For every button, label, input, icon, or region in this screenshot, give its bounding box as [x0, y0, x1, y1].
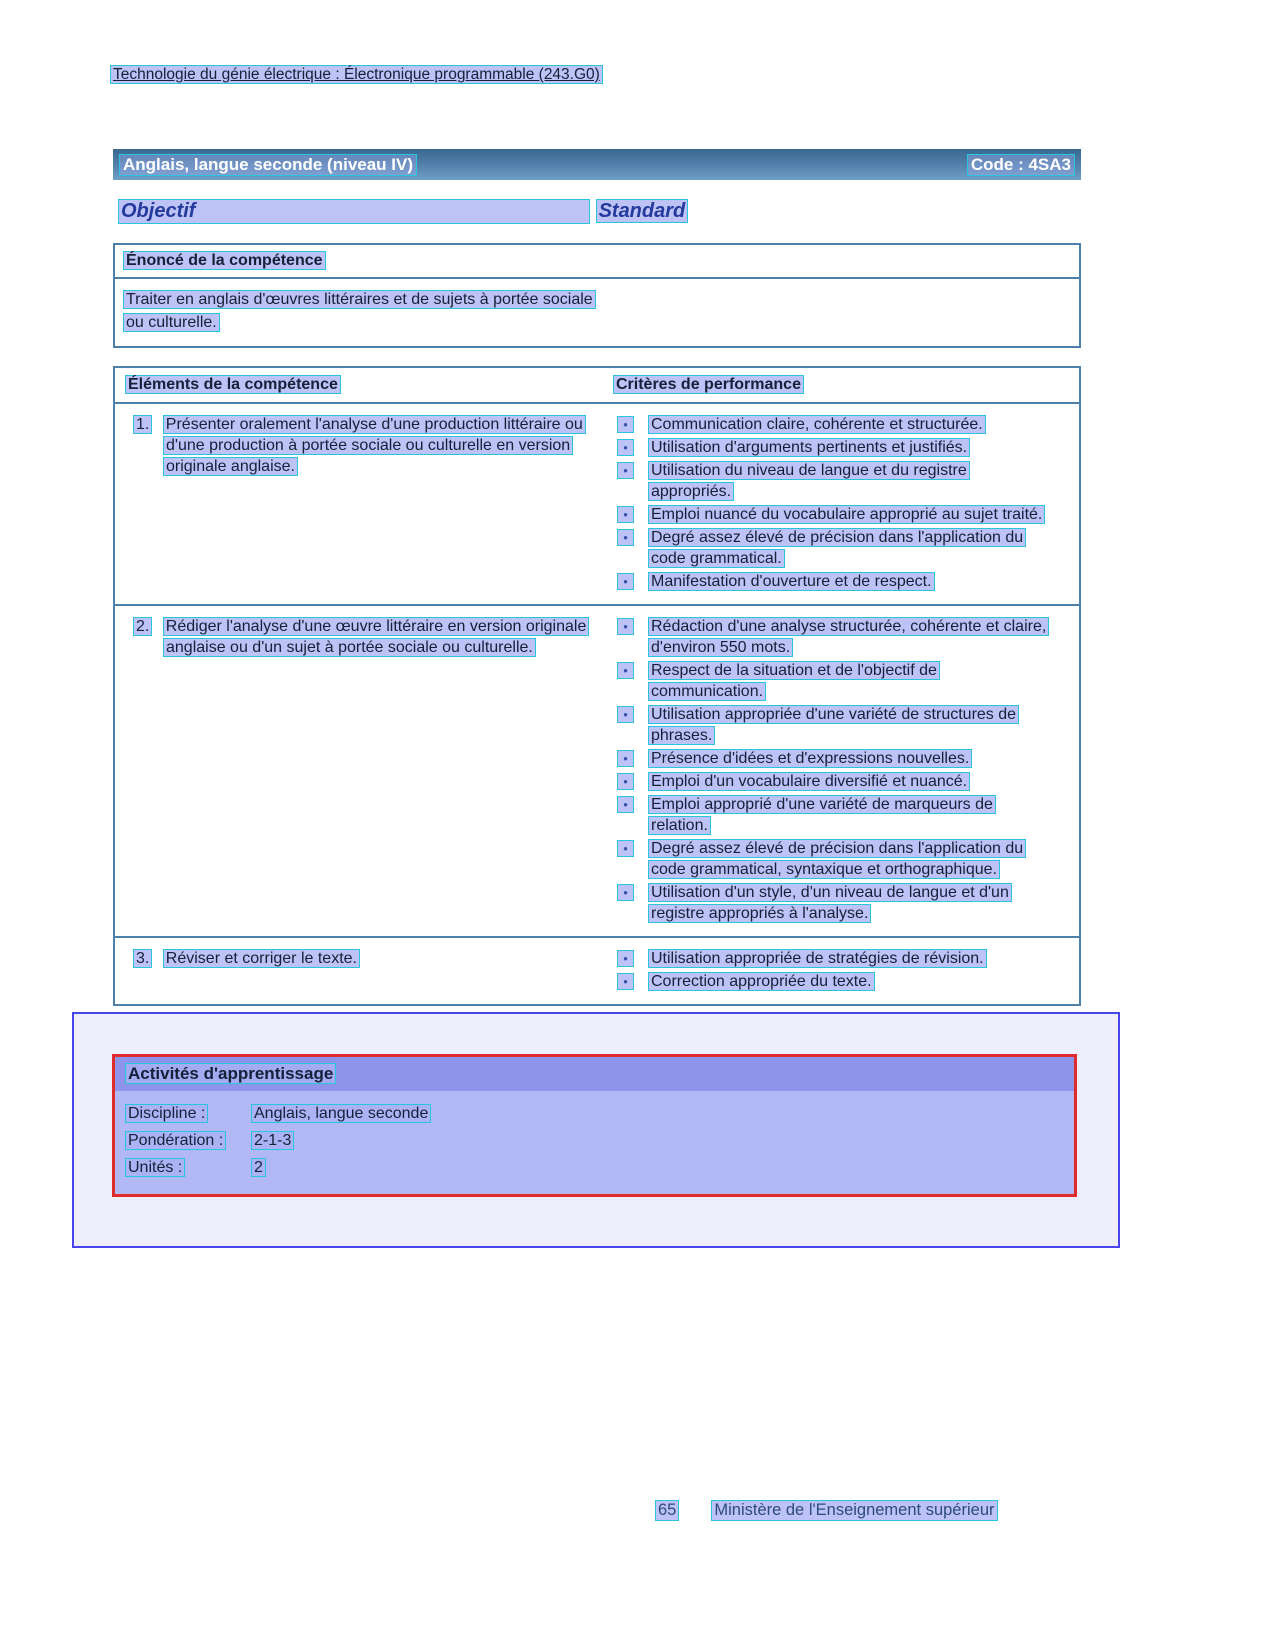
criterion-text: Présence d'idées et d'expressions nouvelles. — [648, 749, 972, 768]
bullet-icon: • — [617, 973, 634, 990]
element-cell — [115, 606, 603, 936]
element-text: Réviser et corriger le texte. — [163, 949, 360, 968]
criterion-text-wrap — [648, 414, 1053, 435]
table-row — [115, 606, 1079, 938]
header-elements — [115, 368, 603, 402]
criterion-text: Manifestation d'ouverture et de respect. — [648, 572, 935, 591]
course-code: Code : 4SA3 — [967, 154, 1075, 176]
criterion-text-wrap — [648, 838, 1053, 880]
criterion-text-wrap — [648, 460, 1053, 502]
bullet-icon: • — [617, 840, 634, 857]
header-criteres — [603, 368, 1079, 402]
criterion-text: Emploi approprié d'une variété de marqueurs de relation. — [648, 795, 996, 835]
bullet-icon: • — [617, 706, 634, 723]
enonce-body-text: Traiter en anglais d'œuvres littéraires et de sujets à portée sociale ou culturelle. — [123, 290, 596, 332]
element-number: 3. — [133, 949, 152, 968]
criterion-line — [615, 882, 1053, 924]
activity-field-value: 2-1-3 — [251, 1131, 294, 1150]
activites-fields — [115, 1091, 1074, 1194]
criterion-line — [615, 838, 1053, 880]
standard-label: Standard — [596, 199, 689, 223]
criteria-cell — [603, 938, 1079, 1004]
enonce-box — [113, 243, 1081, 348]
table-row — [115, 404, 1079, 606]
criterion-text-wrap — [648, 527, 1053, 569]
bullet-icon: • — [617, 416, 634, 433]
activity-field — [125, 1100, 1064, 1127]
criterion-text: Rédaction d'une analyse structurée, cohérente et claire, d'environ 550 mots. — [648, 617, 1049, 657]
criterion-line — [615, 948, 1053, 969]
bullet-icon: • — [617, 950, 634, 967]
header-criteres-text: Critères de performance — [613, 375, 804, 394]
title-bar — [113, 149, 1081, 180]
criterion-line — [615, 616, 1053, 658]
activity-field-value: Anglais, langue seconde — [251, 1104, 431, 1123]
element-cell — [115, 938, 603, 1004]
bullet-icon: • — [617, 750, 634, 767]
criterion-text: Correction appropriée du texte. — [648, 972, 875, 991]
activity-field-label-wrap — [125, 1154, 251, 1181]
activites-title-band — [115, 1057, 1074, 1091]
criterion-text: Emploi nuancé du vocabulaire approprié au sujet traité. — [648, 505, 1045, 524]
activites-box — [112, 1054, 1077, 1197]
bullet-icon: • — [617, 529, 634, 546]
criterion-text-wrap — [648, 748, 1053, 769]
activites-title: Activités d'apprentissage — [125, 1063, 336, 1084]
enonce-body-row — [115, 279, 1079, 346]
bullet-icon: • — [617, 618, 634, 635]
column-labels — [118, 199, 688, 224]
criterion-text: Utilisation d'un style, d'un niveau de langue et d'un registre appropriés à l'analyse. — [648, 883, 1012, 923]
criterion-text-wrap — [648, 771, 1053, 792]
bullet-icon: • — [617, 662, 634, 679]
doc-header — [110, 66, 603, 84]
header-elements-text: Éléments de la compétence — [125, 375, 341, 394]
element-cell — [115, 404, 603, 604]
criterion-text-wrap — [648, 704, 1053, 746]
table-row — [115, 938, 1079, 1004]
activity-field-label: Pondération : — [125, 1131, 226, 1150]
criterion-text: Respect de la situation et de l'objectif de communication. — [648, 661, 940, 701]
criterion-text: Utilisation appropriée d'une variété de structures de phrases. — [648, 705, 1019, 745]
activity-field-label-wrap — [125, 1100, 251, 1127]
criterion-text: Utilisation du niveau de langue et du registre appropriés. — [648, 461, 970, 501]
enonce-body — [123, 288, 601, 334]
activity-field — [125, 1127, 1064, 1154]
criterion-line — [615, 794, 1053, 836]
criterion-line — [615, 660, 1053, 702]
enonce-title: Énoncé de la compétence — [123, 251, 326, 270]
bullet-icon: • — [617, 506, 634, 523]
criterion-line — [615, 414, 1053, 435]
annotation-overlay-box — [72, 1012, 1120, 1248]
criterion-line — [615, 527, 1053, 569]
objectif-label: Objectif — [118, 199, 590, 224]
criterion-text-wrap — [648, 571, 1053, 592]
criterion-text-wrap — [648, 504, 1053, 525]
criterion-line — [615, 571, 1053, 592]
criterion-line — [615, 748, 1053, 769]
criterion-text-wrap — [648, 660, 1053, 702]
criteria-cell — [603, 606, 1079, 936]
criterion-text: Emploi d'un vocabulaire diversifié et nuancé. — [648, 772, 970, 791]
criteria-cell — [603, 404, 1079, 604]
competence-table — [113, 366, 1081, 1006]
criterion-line — [615, 437, 1053, 458]
bullet-icon: • — [617, 773, 634, 790]
bullet-icon: • — [617, 439, 634, 456]
criterion-line — [615, 704, 1053, 746]
criterion-text-wrap — [648, 971, 1053, 992]
criterion-text-wrap — [648, 616, 1053, 658]
activity-field — [125, 1154, 1064, 1181]
page-number: 65 — [655, 1500, 679, 1521]
criterion-text-wrap — [648, 882, 1053, 924]
competence-rows — [115, 404, 1079, 1004]
criterion-text-wrap — [648, 948, 1053, 969]
criterion-text-wrap — [648, 794, 1053, 836]
criterion-text: Utilisation d'arguments pertinents et justifiés. — [648, 438, 970, 457]
criterion-text: Utilisation appropriée de stratégies de révision. — [648, 949, 987, 968]
activity-field-label: Unités : — [125, 1158, 185, 1177]
bullet-icon: • — [617, 796, 634, 813]
footer-text: Ministère de l'Enseignement supérieur — [711, 1500, 997, 1521]
element-number: 1. — [133, 415, 152, 434]
criterion-text: Degré assez élevé de précision dans l'application du code grammatical. — [648, 528, 1026, 568]
page-footer — [655, 1500, 998, 1521]
bullet-icon: • — [617, 462, 634, 479]
bullet-icon: • — [617, 573, 634, 590]
activity-field-label-wrap — [125, 1127, 251, 1154]
criterion-text: Communication claire, cohérente et structurée. — [648, 415, 986, 434]
criterion-line — [615, 460, 1053, 502]
bullet-icon: • — [617, 884, 634, 901]
competence-table-header — [115, 368, 1079, 404]
criterion-line — [615, 504, 1053, 525]
activity-field-value: 2 — [251, 1158, 266, 1177]
element-text: Présenter oralement l'analyse d'une production littéraire ou d'une production à portée sociale ou culturelle en version originale anglaise. — [163, 415, 586, 476]
doc-header-text: Technologie du génie électrique : Électronique programmable (243.G0) — [110, 65, 603, 84]
criterion-line — [615, 771, 1053, 792]
activity-field-label: Discipline : — [125, 1104, 208, 1123]
element-text: Rédiger l'analyse d'une œuvre littéraire en version originale anglaise ou d'un sujet à portée sociale ou culturelle. — [163, 617, 590, 657]
element-number: 2. — [133, 617, 152, 636]
enonce-title-row — [115, 245, 1079, 279]
course-title: Anglais, langue seconde (niveau IV) — [119, 154, 417, 176]
criterion-text-wrap — [648, 437, 1053, 458]
criterion-text: Degré assez élevé de précision dans l'application du code grammatical, syntaxique et orthographique. — [648, 839, 1026, 879]
criterion-line — [615, 971, 1053, 992]
